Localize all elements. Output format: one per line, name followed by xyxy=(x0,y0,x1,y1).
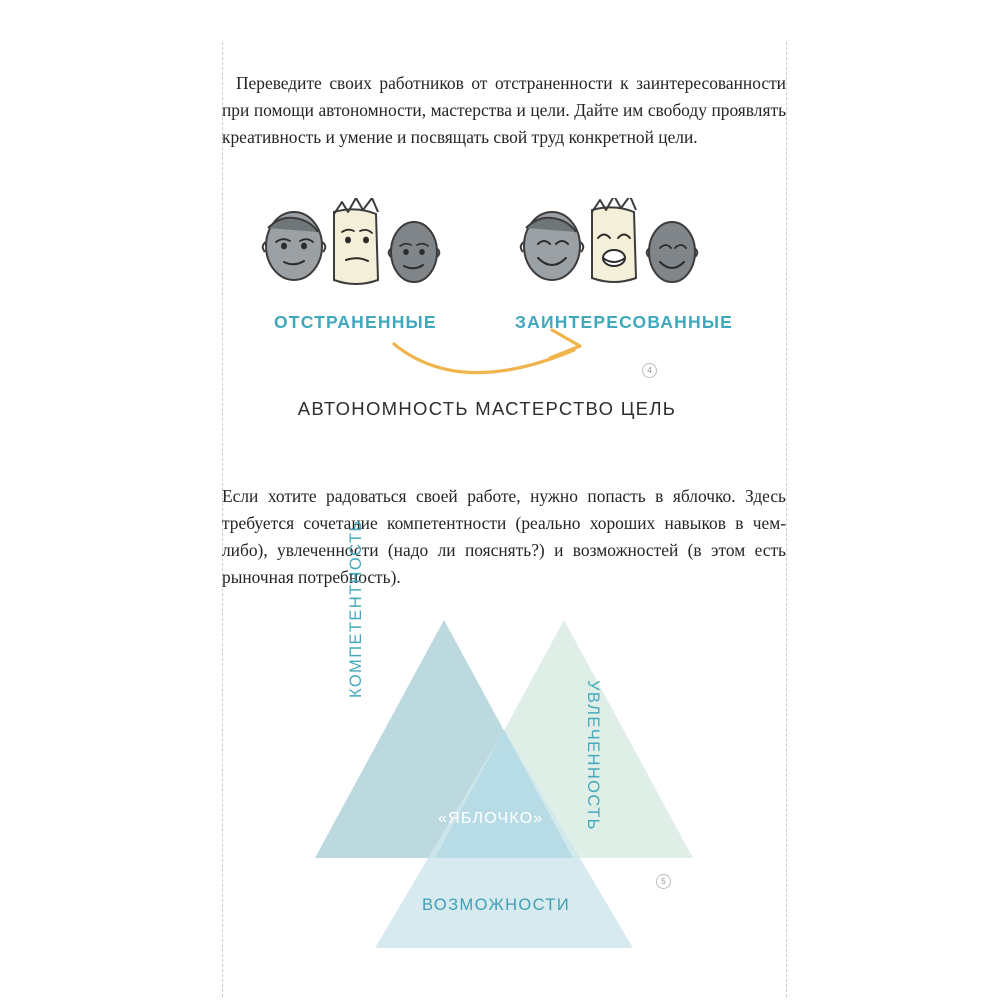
label-bullseye: «ЯБЛОЧКО» xyxy=(438,810,544,827)
label-disengaged: ОТСТРАНЕННЫЕ xyxy=(274,312,437,332)
figure-engagement xyxy=(222,198,786,438)
figure-number-5-value: 5 xyxy=(656,874,671,889)
face-engaged-1 xyxy=(521,212,584,280)
face-engaged-3 xyxy=(647,222,698,282)
face-disengaged-2 xyxy=(334,198,378,284)
face-engaged-2 xyxy=(592,198,636,282)
transition-arrow xyxy=(394,330,580,373)
figure-number-4 xyxy=(642,363,657,378)
paragraph-intro: Переведите своих работников от отстраненности к заинтересованности при помощи автономности, мастерства и цели. Дайте им свободу проявлять креативность и умение и посвящать свой труд конкретной цели. xyxy=(222,73,786,148)
face-disengaged-3 xyxy=(389,222,440,282)
figure-caption-amp: АВТОНОМНОСТЬ МАСТЕРСТВО ЦЕЛЬ xyxy=(297,398,677,419)
label-competence: КОМПЕТЕНТНОСТЬ xyxy=(347,519,365,698)
label-passion: УВЛЕЧЕННОСТЬ xyxy=(584,680,602,831)
label-opportunity: ВОЗМОЖНОСТИ xyxy=(422,896,571,914)
face-disengaged-1 xyxy=(263,212,326,280)
paragraph-bullseye: Если хотите радоваться своей работе, нужно попасть в яблочко. Здесь требуется сочетание компетентности (реально хороших навыков в чем-либо), увлеченности (надо ли пояснять?) и возможностей (в этом есть рыночная потребность). xyxy=(222,486,786,588)
label-engaged: ЗАИНТЕРЕСОВАННЫЕ xyxy=(515,312,734,332)
figure-number-4-value: 4 xyxy=(642,363,657,378)
figure-number-5 xyxy=(656,874,671,889)
layout-guide-right xyxy=(786,42,787,997)
